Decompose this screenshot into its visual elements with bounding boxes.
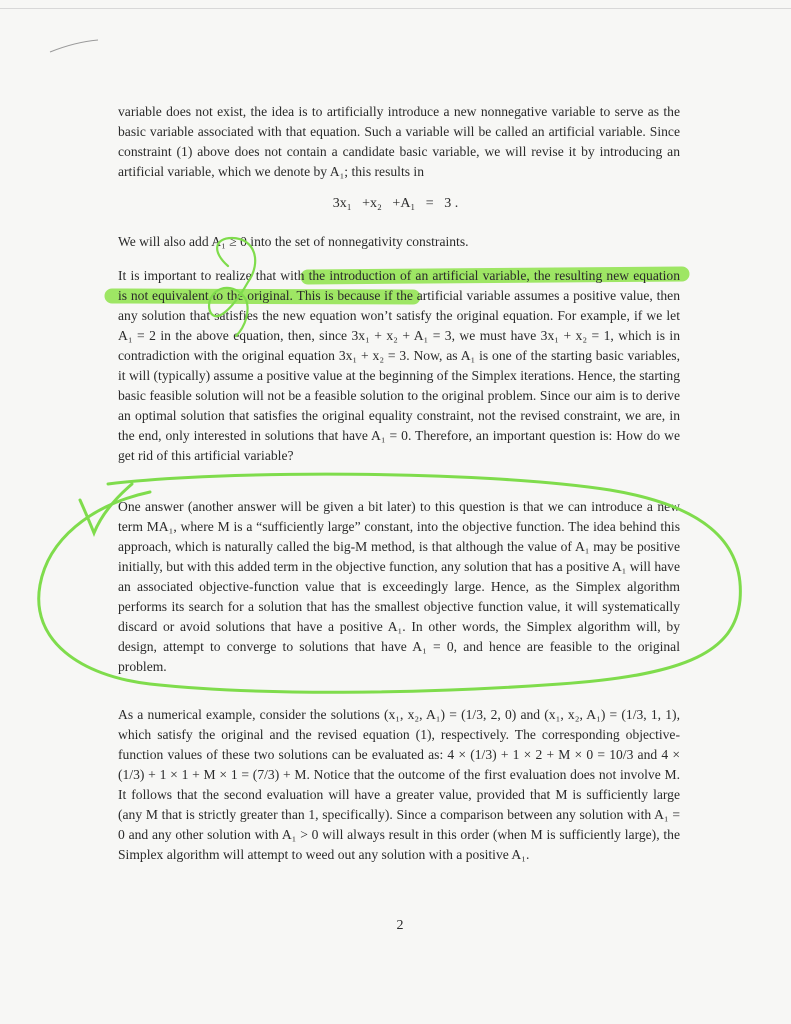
revised-equation: 3x₁ +x₂ +A₁ = 3 . — [332, 196, 459, 211]
paragraph-artificial-variable-intro: variable does not exist, the idea is to artificially introduce a new nonnegative variable to serve as the basic variable associated with that equation. Such a variable will be called an artificial variable. Since constraint (1) above does not contain a candidate basic variable, we will revise it by introducing an artificial variable, which we denote by A₁; this results in — [118, 104, 680, 179]
scan-edge-line — [0, 8, 791, 9]
paragraph-nonnegativity: We will also add A₁ ≥ 0 into the set of nonnegativity constraints. — [118, 234, 469, 249]
paragraph-not-equivalent: It is important to realize that with the introduction of an artificial variable, the resulting new equation is not equivalent to the original. This is because if the artificial variable assumes a positive value, then any solution that satisfies the new equation won’t satisfy the original equation. For example, if we let A₁ = 2 in the above equation, then, since 3x₁ + x₂ + A₁ = 3, we must have 3x₁ + x₂ = 1, which is in contradiction with the original equation 3x₁ + x₂ = 3. Now, as A₁ is one of the starting basic variables, it will (typically) assume a positive value at the beginning of the Simplex iterations. Hence, the starting basic feasible solution will not be a feasible solution to the original problem. Since our aim is to derive an optimal solution that satisfies the original equality constraint, not the revised constraint, we are, in the end, only interested in solutions that have A₁ = 0. Therefore, an important question is: How do we get rid of this artificial variable? — [118, 268, 680, 463]
page-number: 2 — [396, 918, 404, 933]
pen-stray-mark — [50, 40, 98, 52]
paragraph-numerical-example: As a numerical example, consider the solutions (x₁, x₂, A₁) = (1/3, 2, 0) and (x₁, x₂, A₁) = (1/3, 1, 1), which satisfy the original and the revised equation (1), respectively. The corresponding objective-function values of these two solutions can be evaluated as: 4 × (1/3) + 1 × 2 + M × 0 = 10/3 and 4 × (1/3) + 1 × 1 + M × 1 = (7/3) + M. Notice that the outcome of the first evaluation does not involve M. It follows that the second evaluation will have a greater value, provided that M is sufficiently large (any M that is strictly greater than 1, specifically). Since a comparison between any solution with A₁ = 0 and any other solution with A₁ > 0 will always result in this order (when M is sufficiently large), the Simplex algorithm will attempt to weed out any solution with a positive A₁. — [118, 707, 680, 862]
paragraph-big-m-method: One answer (another answer will be given a bit later) to this question is that we can introduce a new term MA₁, where M is a “sufficiently large” constant, into the objective function. The idea behind this approach, which is naturally called the big-M method, is that although the value of A₁ may be positive initially, but with this added term in the objective function, any solution that has a positive A₁ will have an associated objective-function value that is exceedingly large. Hence, as the Simplex algorithm performs its search for a solution that has the smallest objective function value, it will systematically discard or avoid solutions that have a positive A₁. In other words, the Simplex algorithm will, by design, attempt to converge to solutions that have A₁ = 0, and hence are feasible to the original problem. — [118, 499, 680, 674]
